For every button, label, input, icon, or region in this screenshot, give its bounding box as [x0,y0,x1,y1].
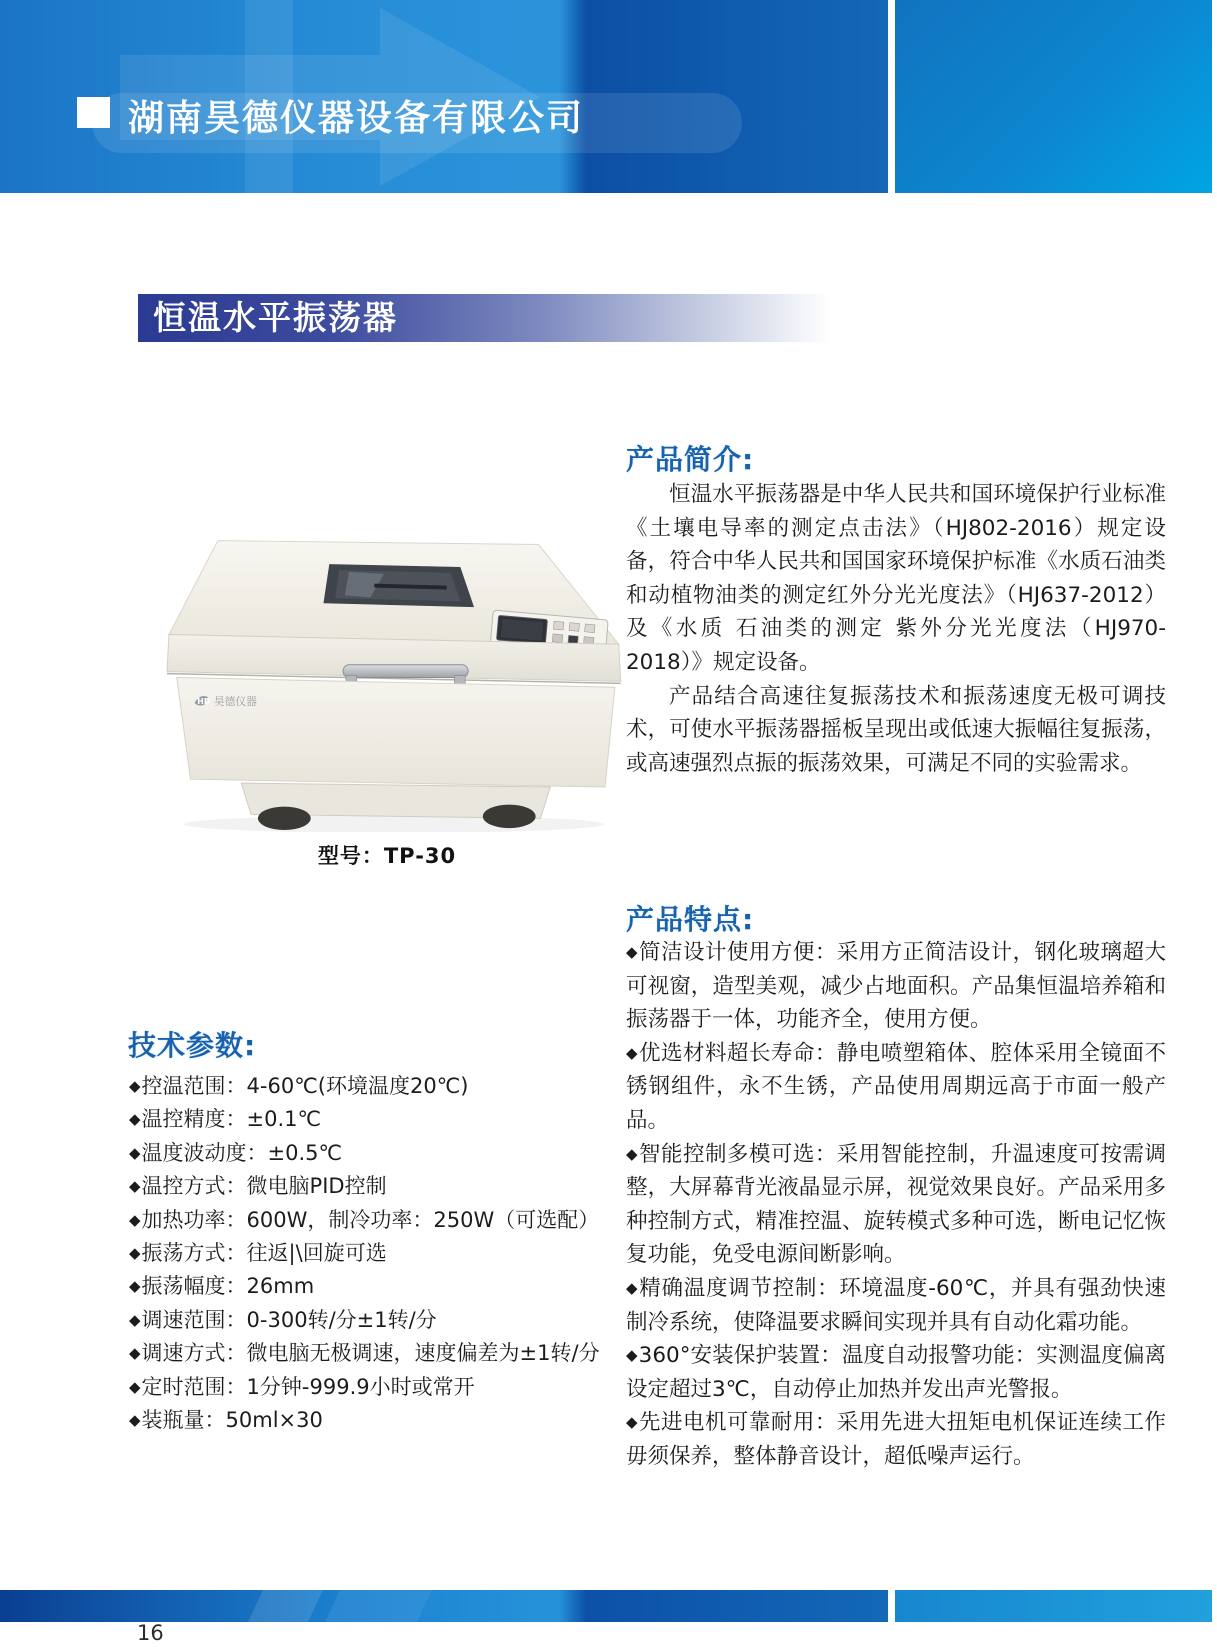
tech-param-text: 温控方式：微电脑PID控制 [141,1174,387,1199]
diamond-bullet-icon: ◆ [129,1377,141,1396]
feature-text: 先进电机可靠耐用：采用先进大扭矩电机保证连续工作毋须保养，整体静音设计，超低噪声运行。 [626,1410,1166,1469]
header-banner [0,0,888,193]
diamond-bullet-icon: ◆ [129,1210,141,1229]
feature-text: 简洁设计使用方便：采用方正简洁设计，钢化玻璃超大可视窗，造型美观，减少占地面积。产品集恒温培养箱和振荡器于一体，功能齐全，使用方便。 [626,940,1166,1033]
intro-paragraph: 产品结合高速往复振荡技术和振荡速度无极可调技术，可使水平振荡器摇板呈现出或低速大振幅往复振荡，或高速强烈点振的振荡效果，可满足不同的实验需求。 [626,683,1166,776]
product-title-banner [138,294,830,342]
device-logo-text: 昊德仪器 [213,694,257,708]
diamond-bullet-icon: ◆ [626,1144,639,1163]
feature-text: 智能控制多模可选：采用智能控制，升温速度可按需调整，大屏幕背光液晶显示屏，视觉效果良好。产品采用多种控制方式，精准控温、旋转模式多种可选，断电记忆恢复功能，免受电源间断影响。 [626,1141,1166,1268]
tech-param-text: 装瓶量：50ml×30 [141,1408,323,1433]
feature-item [626,1406,1166,1473]
product-image [142,480,632,832]
tech-param-text: 加热功率：600W，制冷功率：250W（可选配） [141,1207,600,1232]
company-name: 湖南昊德仪器设备有限公司 [128,98,585,139]
feature-item [626,1339,1166,1406]
diamond-bullet-icon: ◆ [626,1043,639,1062]
tech-param-item [129,1371,619,1404]
device-foot [258,807,311,830]
diamond-bullet-icon: ◆ [129,1077,141,1095]
tech-param-item [129,1170,619,1203]
footer-bar-right [895,1590,1212,1622]
features-list [626,936,1166,1474]
diamond-bullet-icon: ◆ [626,1346,638,1365]
footer-bar [0,1590,888,1622]
tech-param-text: 温度波动度：±0.5℃ [141,1140,343,1165]
product-title: 恒温水平振荡器 [153,298,398,337]
feature-text: 360°安装保护装置：温度自动报警功能：实测温度偏离设定超过3℃，自动停止加热并发出声光警报。 [626,1343,1166,1402]
tech-param-text: 定时范围：1分钟-999.9小时或常开 [141,1374,475,1399]
footer-streak [245,1590,325,1622]
tech-param-text: 调速范围：0-300转/分±1转/分 [141,1307,437,1332]
device-foot [483,805,536,828]
tech-param-item [129,1404,619,1437]
tech-param-text: 温控精度：±0.1℃ [141,1107,322,1132]
tech-params-list [129,1070,619,1437]
tech-param-text: 振荡幅度：26mm [141,1274,315,1299]
feature-item [626,936,1166,1037]
diamond-bullet-icon: ◆ [129,1310,141,1329]
tech-param-item [129,1304,619,1337]
header-right-block [895,0,1212,193]
diamond-bullet-icon: ◆ [626,1413,639,1432]
feature-item [626,1138,1166,1272]
tech-param-item [129,1070,619,1103]
tech-param-item [129,1337,619,1370]
intro-paragraph: 恒温水平振荡器是中华人民共和国环境保护行业标准《土壤电导率的测定点击法》（HJ802-2016）规定设备，符合中华人民共和国国家环境保护标准《水质石油类和动植物油类的测定红外分光光度法》（HJ637-2012）及《水质 石油类的测定 紫外分光光度法（HJ970-2018）》规定设备。 [626,482,1166,675]
diamond-bullet-icon: ◆ [129,1277,141,1296]
tech-params-heading: 技术参数: [128,1029,257,1062]
header-bullet-square-icon [77,97,110,128]
feature-item [626,1272,1166,1339]
footer-streak [322,1590,434,1622]
shaker-device-illustration [142,480,632,832]
tech-param-item [129,1137,619,1170]
intro-heading: 产品简介: [626,443,755,476]
model-label: 型号：TP-30 [317,844,457,868]
diamond-bullet-icon: ◆ [129,1411,141,1430]
diamond-bullet-icon: ◆ [129,1110,141,1129]
diamond-bullet-icon: ◆ [129,1244,141,1263]
tech-param-text: 调速方式：微电脑无极调速，速度偏差为±1转/分 [141,1341,600,1366]
tech-param-item [129,1103,619,1136]
diamond-bullet-icon: ◆ [129,1143,141,1162]
diamond-bullet-icon: ◆ [129,1177,141,1196]
diamond-bullet-icon: ◆ [129,1344,141,1363]
tech-param-item [129,1270,619,1303]
tech-param-item [129,1237,619,1270]
feature-text: 优选材料超长寿命：静电喷塑箱体、腔体采用全镜面不锈钢组件，永不生锈，产品使用周期远高于市面一般产品。 [626,1040,1166,1133]
feature-item [626,1037,1166,1138]
page-number: 16 [137,1621,164,1645]
tech-param-text: 控温范围：4-60℃(环境温度20℃) [141,1074,469,1098]
feature-text: 精确温度调节控制：环境温度-60℃，并具有强劲快速制冷系统，使降温要求瞬间实现并具有自动化霜功能。 [626,1275,1166,1335]
intro-paragraphs [626,478,1166,780]
diamond-bullet-icon: ◆ [626,943,639,961]
tech-param-text: 振荡方式：往返|\回旋可选 [141,1241,387,1266]
tech-param-item [129,1204,619,1237]
features-heading: 产品特点: [626,903,755,936]
device-logo-mark: HD [197,696,211,706]
diamond-bullet-icon: ◆ [626,1278,639,1297]
